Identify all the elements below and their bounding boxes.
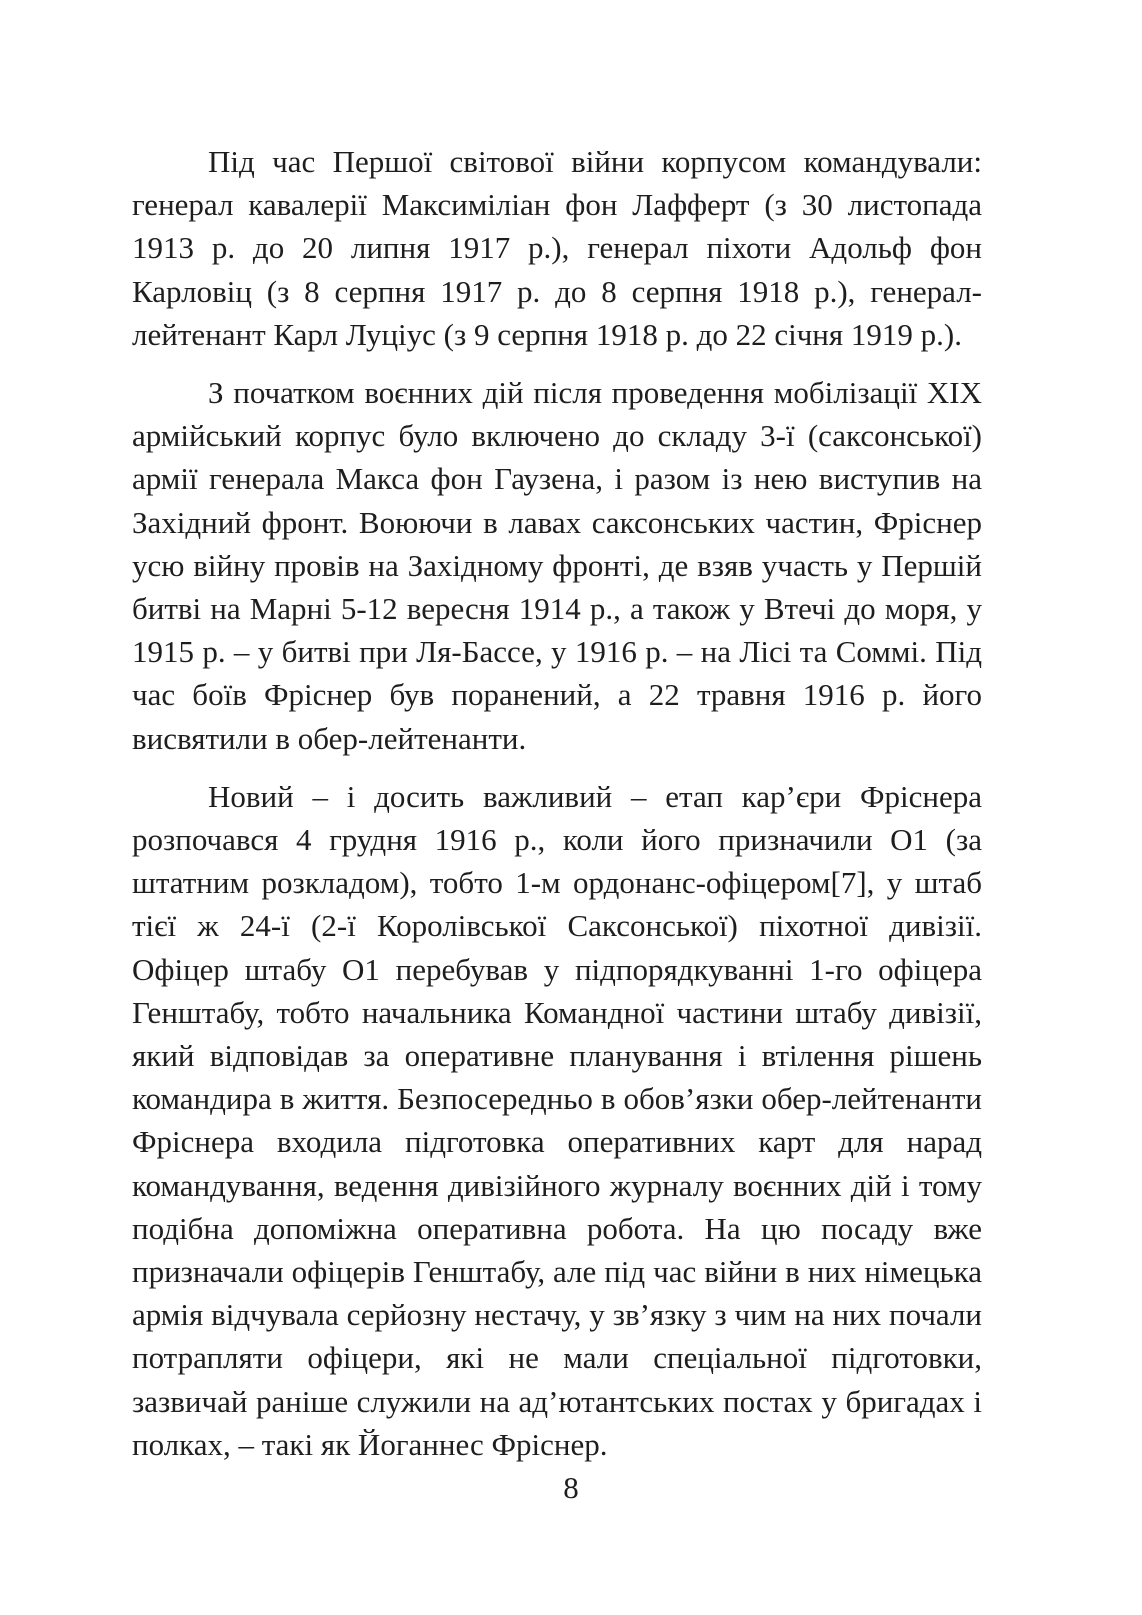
paragraph-corps-commanders: Під час Першої світової війни корпусом командували: генерал кавалерії Максиміліан фон Лафферт (з 30 листопада 1913 р. до 20 липня 1917 р.), генерал піхоти Адольф фон Карловіц (з 8 серпня 1917 р. до 8 серпня 1918 р.), генерал-лейтенант Карл Луціус (з 9 серпня 1918 р. до 22 січня 1919 р.). (132, 144, 982, 352)
body-text (132, 140, 982, 1466)
page-number: 8 (563, 1470, 579, 1505)
paragraph-ordnance-officer: Новий – і досить важливий – етап кар’єри Фріснера розпочався 4 грудня 1916 р., коли його призначили О1 (за штатним розкладом), тобто 1-м ордонанс-офіцером[7], у штаб тієї ж 24-ї (2-ї Королівської Саксонської) піхотної дивізії. Офіцер штабу О1 перебував у підпорядкуванні 1-го офіцера Генштабу, тобто начальника Командної частини штабу дивізії, який відповідав за оперативне планування і втілення рішень командира в життя. Безпосередньо в обов’язки обер-лейтенанти Фріснера входила підготовка оперативних карт для нарад командування, ведення дивізійного журналу воєнних дій і тому подібна допоміжна оперативна робота. На цю посаду вже призначали офіцерів Генштабу, але під час війни в них німецька армія відчувала серйозну нестачу, у зв’язку з чим на них почали потрапляти офіцери, які не мали спеціальної підготовки, зазвичай раніше служили на ад’ютантських постах у бригадах і полках, – такі як Йоганнес Фріснер. (132, 778, 982, 1462)
paragraph-western-front: З початком воєнних дій після проведення мобілізації XIX армійський корпус було включено до складу 3-ї (саксонської) армії генерала Макса фон Гаузена, і разом із нею виступив на Західний фронт. Воюючи в лавах саксонських частин, Фріснер усю війну провів на Західному фронті, де взяв участь у Першій битві на Марні 5-12 вересня 1914 р., а також у Втечі до моря, у 1915 р. – у битві при Ля-Бассе, у 1916 р. – на Лісі та Соммі. Під час боїв Фріснер був поранений, а 22 травня 1916 р. його висвятили в обер-лейтенанти. (132, 375, 982, 756)
